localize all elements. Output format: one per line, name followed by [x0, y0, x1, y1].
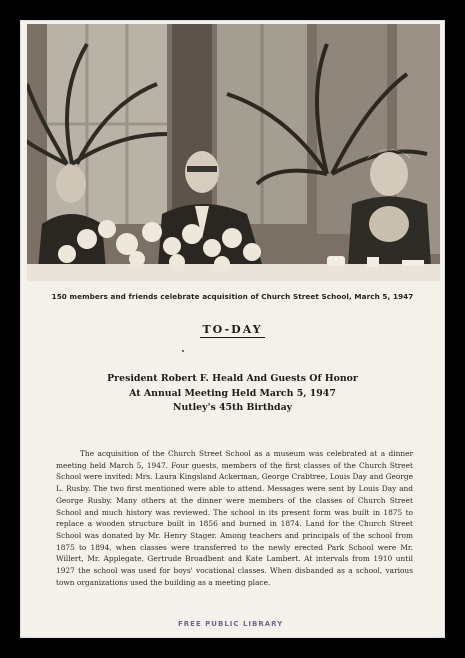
library-stamp: FREE PUBLIC LIBRARY: [178, 620, 284, 628]
page-title: [20, 323, 445, 336]
heading-line-1: President Robert F. Heald And Guests Of Honor: [107, 373, 358, 384]
photo-illustration: [27, 24, 440, 281]
article-heading: [20, 372, 445, 416]
page-title-text: TO-DAY: [202, 323, 263, 336]
historical-photo: [27, 24, 440, 281]
article-body: The acquisition of the Church Street School as a museum was celebrated at a dinner meeting held March 5, 1947. Four guests, members of the first classes of the Church Street School were invited: Mrs. Laura Kingsland Ackerman, George Crabtree, Louis Day and George L. Rusby. The two first mentioned were able to attend. Messages were sent by Louis Day and George Rusby. Many others at the dinner were members of the classes of Church Street School and much history was reviewed. The school in its present form was built in 1875 to replace a wooden structure built in 1856 and burned in 1874. Land for the Church Street School was donated by Mr. Henry Stager. Among teachers and principals of the school from 1875 to 1894, when classes were transferred to the newly erected Park School were Mr. Willert, Mr. Applegate, Gertrude Broadbent and Kate Lambert. At intervals from 1910 until 1927 the school was used for boys' vocational classes. When disbanded as a school, various town organizations used the building as a meeting place.: [56, 449, 413, 587]
heading-line-3: Nutley's 45th Birthday: [172, 402, 293, 413]
document-page: [20, 20, 445, 638]
photo-caption: 150 members and friends celebrate acquisition of Church Street School, March 5, 1947: [51, 292, 414, 301]
ink-dot: [182, 350, 184, 352]
heading-line-2: At Annual Meeting Held March 5, 1947: [129, 387, 336, 399]
